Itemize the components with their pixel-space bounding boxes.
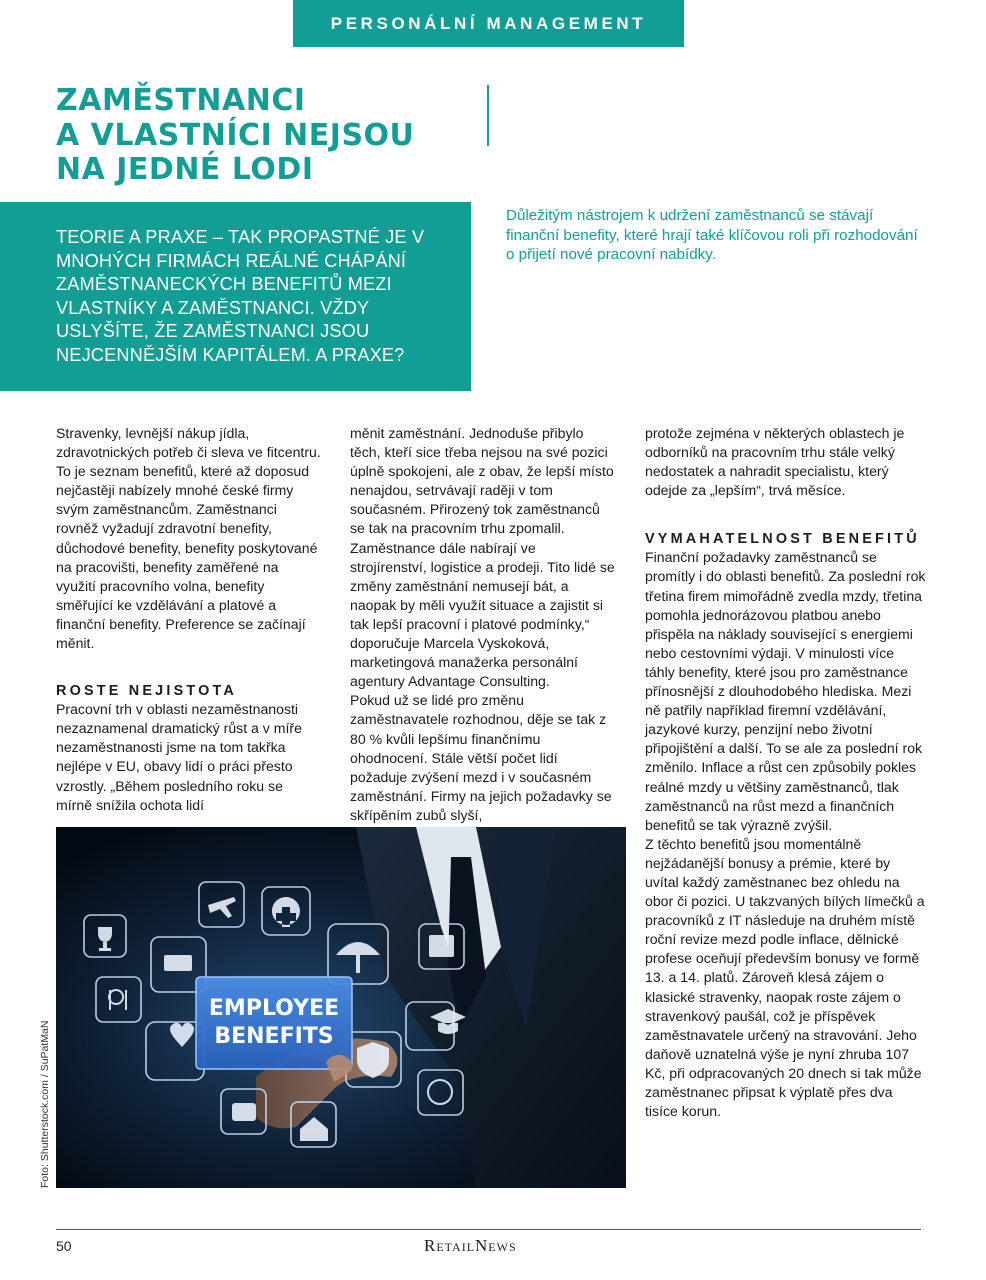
paragraph: Finanční požadavky zaměstnanců se promítly i do oblasti benefitů. Za poslední rok třetina firem mimořádně zvedla mzdy, třetina pomohla jednorázovou platbou anebo přispěla na náklady související s energiemi nebo cestovními výdaji. V minulosti více táhly benefity, které jsou pro zaměstnance přínosnější z dlouhodobého hlediska. Mezi ně patřily například firemní vzdělávání, jazykové kurzy, penzijní nebo životní připojištění a další. To se ale za poslední rok změnilo. Inflace a růst cen způsobily pokles reálné mzdy u většiny zaměstnanců, tlak zaměstnanců na růst mezd a finančních benefitů se tak výrazně zvýšil. [645, 549, 926, 833]
banner-line: EMPLOYEE [208, 996, 340, 1021]
headline-line: ZAMĚSTNANCI [56, 83, 306, 118]
page-number: 50 [56, 1238, 72, 1254]
paragraph: Z těchto benefitů jsou momentálně nejžádanější bonusy a prémie, které by uvítal každý zaměstnanec bez ohledu na obor či pozici. U takzvaných bílých límečků a pracovníků z IT následuje na druhém místě roční revize mezd podle inflace, dělnické profese oceňují především bonusy ve formě 13. a 14. platů. Zároveň klesá zájem o klasické stravenky, naopak roste zájem o stravenkový paušál, což je příspěvek zaměstnavatele určený na stravování. Jeho daňově uznatelná výše je nyní zhruba 107 Kč, při odpracovaných 20 dnech si tak může zaměstnanec připsat k výplatě přes dva tisíce korun. [645, 835, 925, 1120]
section-tag: PERSONÁLNÍ MANAGEMENT [293, 0, 684, 47]
money-hand-icon [164, 955, 192, 971]
paragraph: protože zejména v některých oblastech je odborníků na pracovním trhu stále velký nedostatek a nahradit specialistu, který odejde za „lepším“, trvá měsíce. [645, 425, 905, 499]
article-photo [56, 827, 626, 1188]
wallet-icon [232, 1103, 256, 1121]
calendar-icon [429, 935, 454, 957]
footer-divider [56, 1229, 921, 1230]
headline-line: NA JEDNÉ LODI [56, 152, 314, 187]
paragraph: měnit zaměstnání. Jednoduše přibylo těch, kteří sice třeba nejsou na své pozici úplně spokojeni, ale z obav, že lepší místo nenajdou, setrvávají raději v tom současném. Přirozený tok zaměstnanců se tak na pracovním trhu zpomalil. Zaměstnance dále nabírají ve strojírenství, logistice a prodeji. Tito lidé se změny zaměstnání nemusejí bát, a naopak by měli využít situace a zajistit si tak lepší pracovní i platové podmínky,“ doporučuje Marcela Vyskoková, marketingová manažerka personální agentury Advantage Consulting. [350, 425, 615, 690]
article-column-1 [56, 424, 322, 815]
article-column-3 [645, 424, 927, 1121]
photo-credit: Foto: Shutterstock.com / SuPatMaN [39, 1020, 51, 1188]
paragraph: Stravenky, levnější nákup jídla, zdravotnických potřeb či sleva ve fitcentru. To je seznam benefitů, které až doposud nejčastěji nabízely mnohé české firmy svým zaměstnancům. Zaměstnanci rovněž vyžadují zdravotní benefity, důchodové benefity, benefity poskytované na pracovišti, benefity zaměřené na využití pracovního volna, benefity směřující ke vzdělávání a platové a finanční benefity. Preference se začínají měnit. [56, 425, 321, 652]
article-column-2 [350, 424, 616, 825]
headline-line: A VLASTNÍCI NEJSOU [56, 117, 415, 153]
paragraph: Pokud už se lidé pro změnu zaměstnavatele rozhodnou, děje se tak z 80 % kvůli lepšímu finančnímu ohodnocení. Stále větší počet lidí požaduje zvýšení mezd i v současném zaměstnání. Firmy na jejich požadavky se skřípěním zubů slyší, [350, 692, 612, 823]
lead-box [0, 202, 471, 391]
headline-divider [487, 85, 489, 146]
magazine-logo: RetailNews [424, 1236, 517, 1255]
paragraph: Pracovní trh v oblasti nezaměstnanosti nezaznamenal dramatický růst a v míře nezaměstnanosti jsme na tom takřka nejlépe v EU, obavy lidí o práci přesto vzrostly. „Během posledního roku se mírně snížila ochota lidí [56, 701, 302, 813]
employee-benefits-banner [196, 977, 352, 1069]
pull-quote: Důležitým nástrojem k udržení zaměstnanců se stávají finanční benefity, které hrají také klíčovou roli při rozhodování o přijetí nové pracovní nabídky. [506, 207, 918, 264]
article-headline [56, 84, 476, 188]
subheading: ROSTE NEJISTOTA [56, 683, 238, 700]
lead-text: TEORIE A PRAXE – TAK PROPASTNÉ JE V MNOHÝCH FIRMÁCH REÁLNÉ CHÁPÁNÍ ZAMĚSTNANECKÝCH BENEFITŮ MEZI VLASTNÍKY A ZAMĚSTNANCI. VŽDY USLYŠÍTE, ŽE ZAMĚSTNANCI JSOU NEJCENNĚJŠÍM KAPITÁLEM. A PRAXE? [56, 227, 425, 365]
banner-line: BENEFITS [214, 1024, 334, 1049]
subheading: VYMAHATELNOST BENEFITŮ [645, 531, 920, 548]
